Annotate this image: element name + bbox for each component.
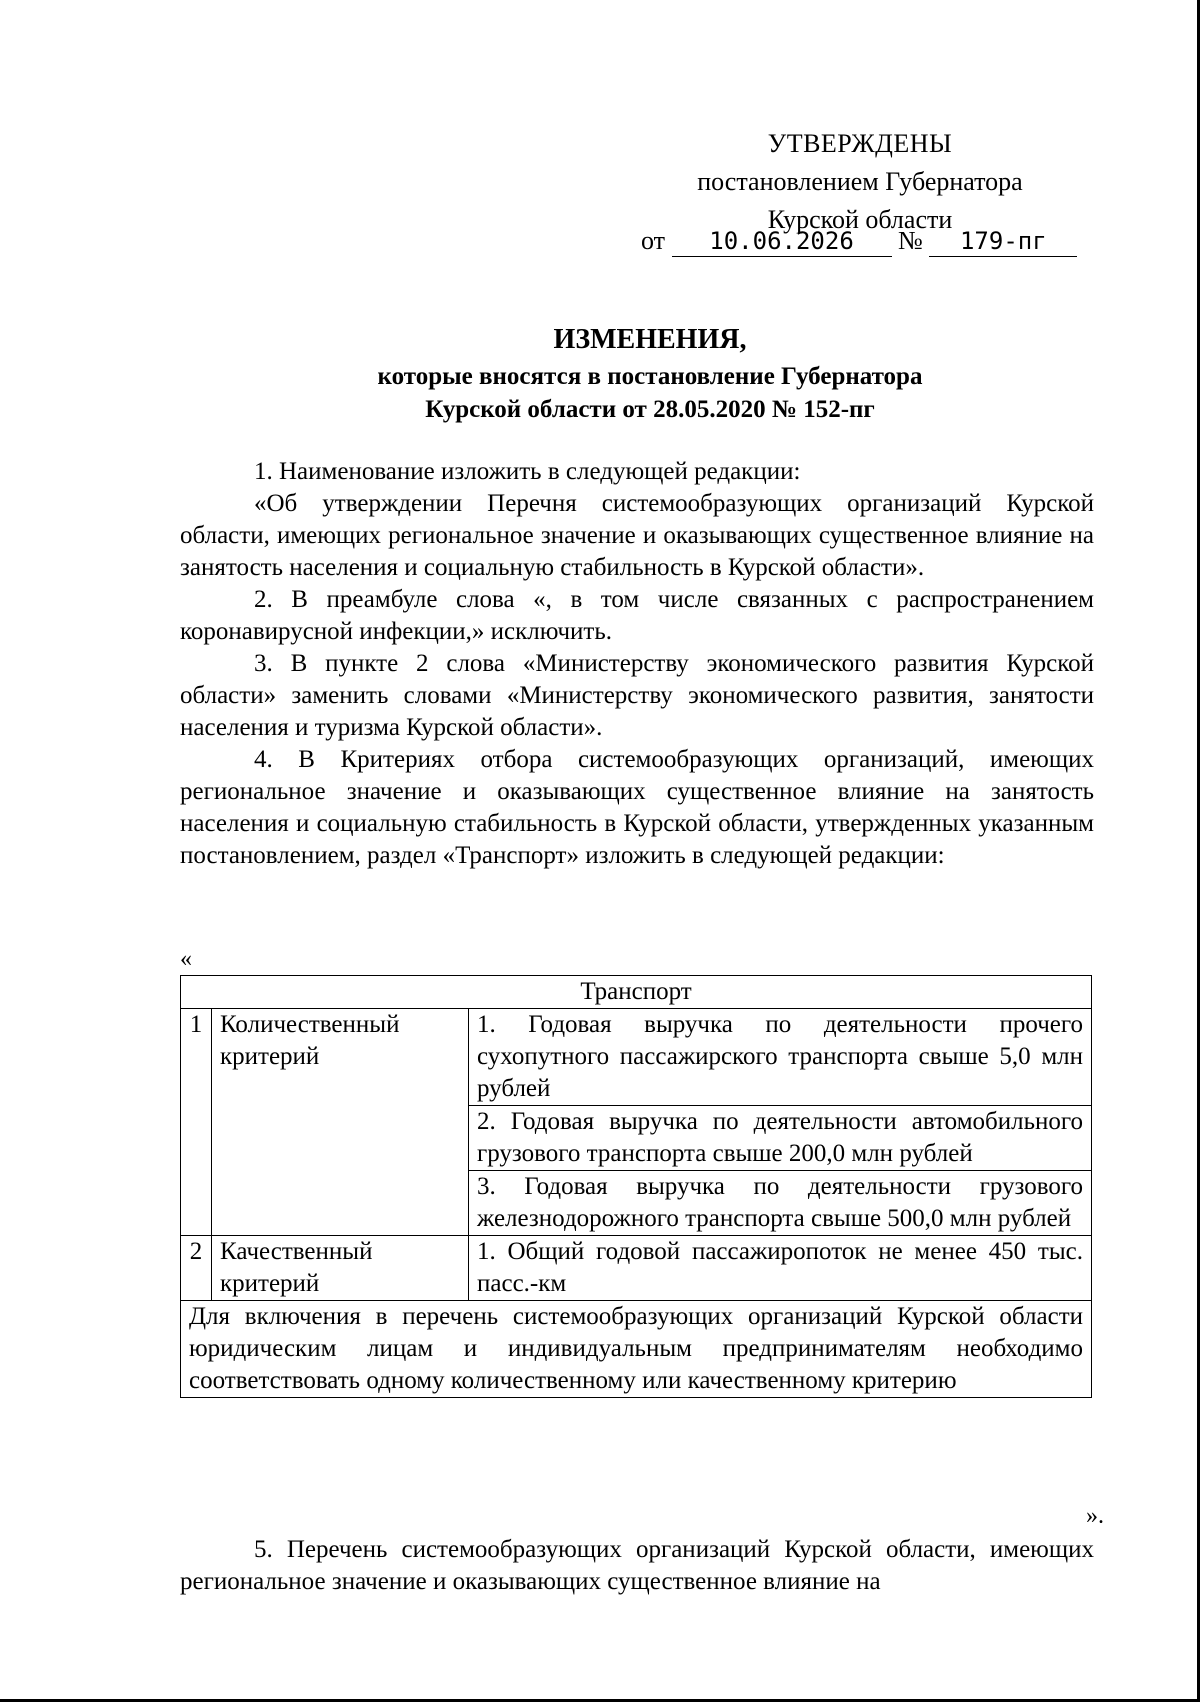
table-row — [181, 1236, 1092, 1301]
table-note-row — [181, 1301, 1092, 1398]
paragraph-2: 2. В преамбуле слова «, в том числе связанных с распространением коронавирусной инфекции,» исключить. — [180, 586, 1094, 645]
approval-block — [600, 125, 1120, 239]
approval-date: 10.06.2026 — [672, 226, 892, 257]
criterion-value: 1. Годовая выручка по деятельности прочего сухопутного пассажирского транспорта свыше 5,0 млн рублей — [469, 1009, 1092, 1106]
table-note-cell: Для включения в перечень системообразующих организаций Курской области юридическим лицам и индивидуальным предпринимателям необходимо соответствовать одному количественному или качественному критерию — [181, 1301, 1092, 1398]
criterion-value: 1. Общий годовой пассажиропоток не менее 450 тыс. пасс.-км — [469, 1236, 1092, 1301]
approval-number: 179-пг — [929, 226, 1077, 257]
document-body-continued — [180, 1534, 1094, 1598]
date-prefix: от — [641, 226, 666, 255]
table-quote-close: ». — [1086, 1503, 1104, 1529]
table-row — [181, 1009, 1092, 1106]
transport-criteria-table — [180, 975, 1092, 1398]
heading-title: ИЗМЕНЕНИЯ, — [553, 324, 747, 355]
heading-subtitle-1: которые вносятся в постановление Губернатора — [377, 363, 923, 390]
approval-line-1: постановлением Губернатора — [697, 167, 1023, 196]
approval-line-2: Курской области — [767, 205, 953, 234]
paragraph-4: 4. В Критериях отбора системообразующих организаций, имеющих региональное значение и оказывающих существенное влияние на занятость населения и социальную стабильность в Курской области, утвержденных указанным постановлением, раздел «Транспорт» изложить в следующей редакции: — [180, 746, 1094, 869]
number-prefix: № — [898, 226, 923, 255]
heading-subtitle-2: Курской области от 28.05.2020 № 152-пг — [425, 396, 875, 423]
document-heading — [180, 320, 1120, 426]
table-header-row — [181, 976, 1092, 1009]
table-quote-open: « — [180, 946, 192, 972]
table-header-cell: Транспорт — [181, 976, 1092, 1009]
criterion-value: 2. Годовая выручка по деятельности автомобильного грузового транспорта свыше 200,0 млн рублей — [469, 1106, 1092, 1171]
row-number: 2 — [181, 1236, 212, 1301]
criterion-cell: Качественный критерий — [212, 1236, 469, 1301]
criterion-cell: Количественный критерий — [212, 1009, 469, 1236]
paragraph-5: 5. Перечень системообразующих организаций Курской области, имеющих региональное значение и оказывающих существенное влияние на — [180, 1536, 1094, 1595]
row-number: 1 — [181, 1009, 212, 1236]
paragraph-3: 3. В пункте 2 слова «Министерству экономического развития Курской области» заменить словами «Министерству экономического развития, занятости населения и туризма Курской области». — [180, 650, 1094, 741]
approval-title: УТВЕРЖДЕНЫ — [767, 129, 953, 158]
criterion-value: 3. Годовая выручка по деятельности грузового железнодорожного транспорта свыше 500,0 млн рублей — [469, 1171, 1092, 1236]
paragraph-1-quote: «Об утверждении Перечня системообразующих организаций Курской области, имеющих региональное значение и оказывающих существенное влияние на занятость населения и социальную стабильность в Курской области». — [180, 490, 1094, 581]
document-body — [180, 456, 1094, 872]
paragraph-1: 1. Наименование изложить в следующей редакции: — [254, 458, 801, 485]
approval-date-line — [641, 225, 1077, 263]
